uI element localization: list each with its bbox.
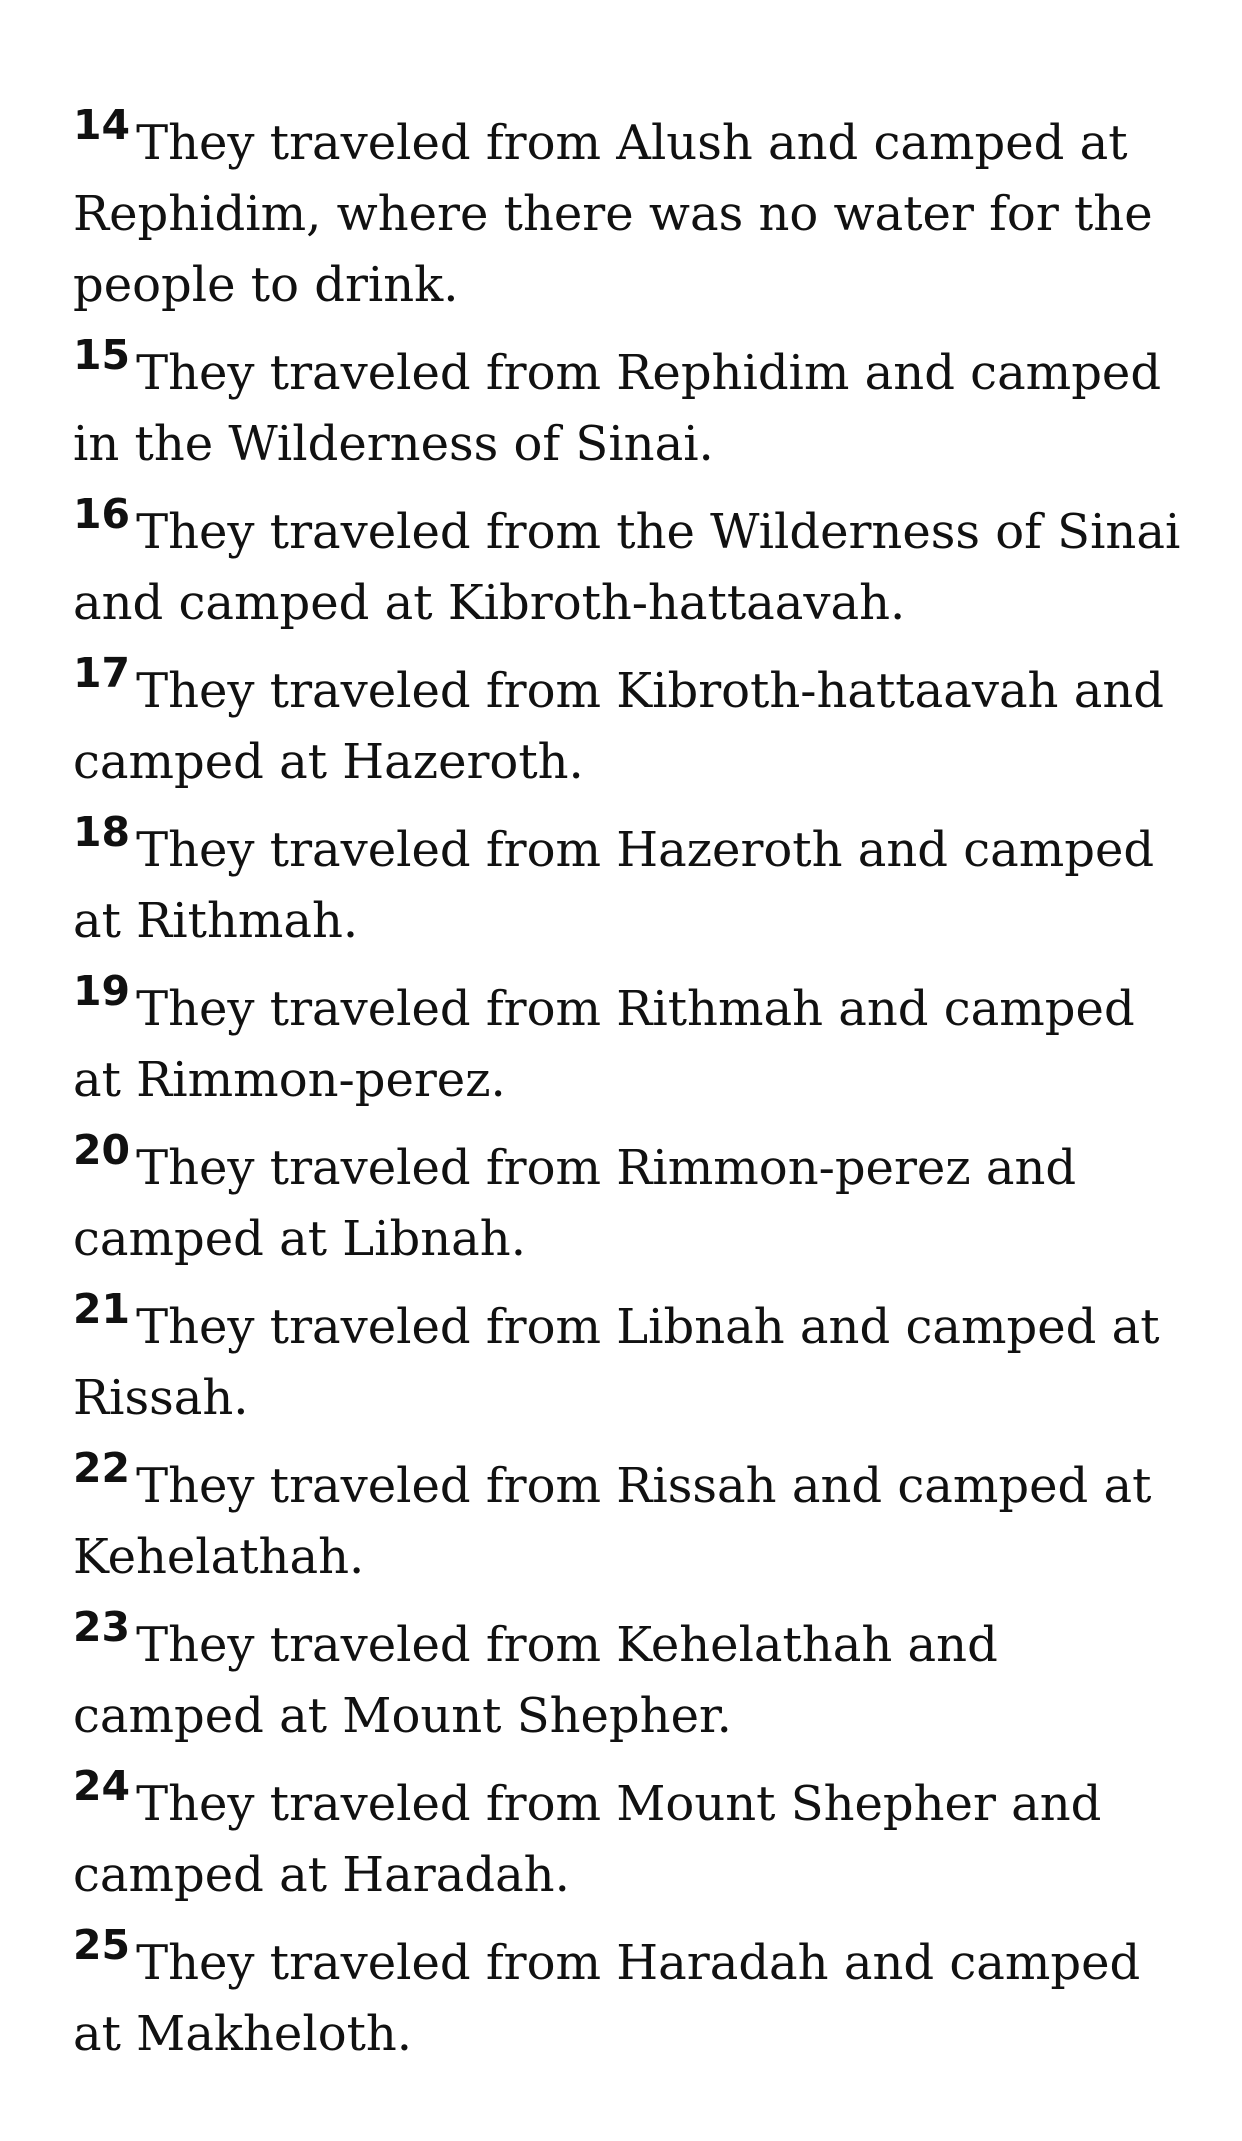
- verse-text: They traveled from Rissah and camped at Kehelathah.: [73, 1458, 1152, 1585]
- verse-15[interactable]: [73, 331, 1193, 480]
- verse-18[interactable]: [73, 808, 1193, 957]
- verse-number: 25: [73, 1921, 131, 1969]
- verse-23[interactable]: [73, 1603, 1193, 1752]
- verse-number: 22: [73, 1444, 131, 1492]
- verse-text: They traveled from the Wilderness of Sinai and camped at Kibroth-hattaavah.: [73, 504, 1181, 631]
- verse-number: 17: [73, 649, 131, 697]
- verse-text: They traveled from Mount Shepher and camped at Haradah.: [73, 1776, 1102, 1903]
- verse-14[interactable]: [73, 101, 1193, 321]
- verse-number: 16: [73, 490, 131, 538]
- verse-19[interactable]: [73, 967, 1193, 1116]
- verse-number: 24: [73, 1762, 131, 1810]
- verse-24[interactable]: [73, 1762, 1193, 1911]
- verse-text: They traveled from Libnah and camped at Rissah.: [73, 1299, 1160, 1426]
- verse-text: They traveled from Rimmon-perez and camped at Libnah.: [73, 1140, 1077, 1267]
- verse-21[interactable]: [73, 1285, 1193, 1434]
- scripture-reader[interactable]: [73, 101, 1193, 2087]
- verse-number: 15: [73, 331, 131, 379]
- verse-number: 21: [73, 1285, 131, 1333]
- verse-25[interactable]: [73, 1921, 1193, 2070]
- verse-text: They traveled from Kehelathah and camped at Mount Shepher.: [73, 1617, 998, 1744]
- verse-text: They traveled from Rithmah and camped at Rimmon-perez.: [73, 981, 1135, 1108]
- verse-number: 18: [73, 808, 131, 856]
- verse-number: 23: [73, 1603, 131, 1651]
- verse-text: They traveled from Rephidim and camped in the Wilderness of Sinai.: [73, 345, 1162, 472]
- verse-17[interactable]: [73, 649, 1193, 798]
- verse-number: 20: [73, 1126, 131, 1174]
- verse-number: 19: [73, 967, 131, 1015]
- verse-text: They traveled from Alush and camped at Rephidim, where there was no water for the people to drink.: [73, 115, 1153, 313]
- verse-text: They traveled from Kibroth-hattaavah and camped at Hazeroth.: [73, 663, 1164, 790]
- verse-text: They traveled from Haradah and camped at Makheloth.: [73, 1935, 1141, 2062]
- verse-20[interactable]: [73, 1126, 1193, 1275]
- verse-22[interactable]: [73, 1444, 1193, 1593]
- verse-text: They traveled from Hazeroth and camped at Rithmah.: [73, 822, 1155, 949]
- verse-16[interactable]: [73, 490, 1193, 639]
- verse-number: 14: [73, 101, 131, 149]
